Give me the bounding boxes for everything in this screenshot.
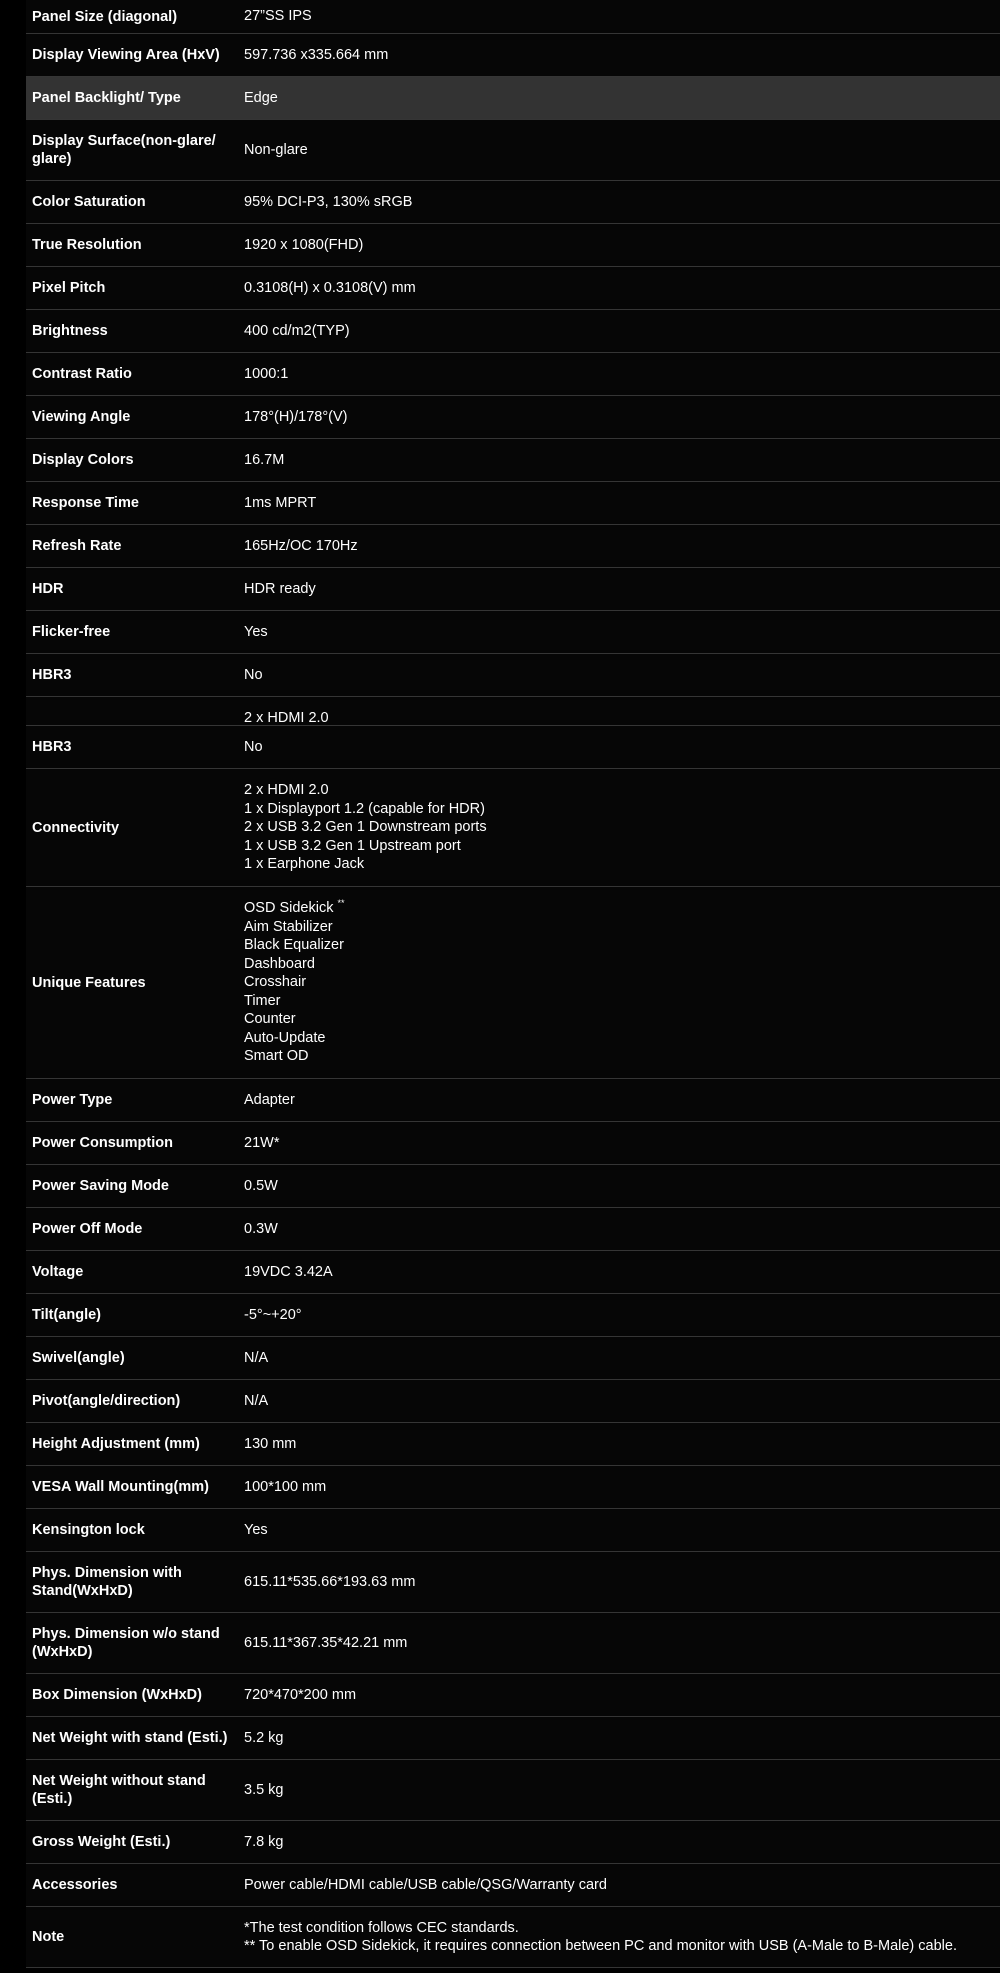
spec-label: Refresh Rate <box>32 538 122 554</box>
spec-row <box>26 1552 1000 1613</box>
spec-label: Connectivity <box>32 819 120 836</box>
spec-value-line <box>244 1134 1000 1153</box>
spec-value-text: 1 x Earphone Jack <box>244 856 365 873</box>
footnote-marker: ** <box>337 898 345 909</box>
spec-label: Phys. Dimension w/o stand (WxHxD) <box>32 1626 220 1660</box>
spec-value-line <box>244 818 1000 837</box>
spec-value <box>244 1509 1000 1551</box>
spec-value-text: 3.5 kg <box>244 1781 284 1798</box>
spec-value-text: Timer <box>244 992 281 1009</box>
spec-value-line <box>244 709 1000 726</box>
spec-row <box>26 611 1000 654</box>
spec-label: VESA Wall Mounting(mm) <box>32 1479 209 1495</box>
spec-label: True Resolution <box>32 237 142 253</box>
spec-value <box>244 353 1000 395</box>
spec-value <box>244 1864 1000 1906</box>
spec-value <box>244 1423 1000 1465</box>
spec-value-line <box>244 936 1000 955</box>
spec-row <box>26 1122 1000 1165</box>
spec-value-line <box>244 800 1000 819</box>
spec-row <box>26 1251 1000 1294</box>
spec-value-text: 1 x USB 3.2 Gen 1 Upstream port <box>244 837 461 854</box>
spec-value <box>244 1907 1000 1967</box>
spec-value-text: Yes <box>244 1521 268 1538</box>
spec-label: Unique Features <box>32 974 146 991</box>
spec-value <box>244 525 1000 567</box>
spec-row <box>26 1466 1000 1509</box>
spec-value-line <box>244 1937 1000 1956</box>
spec-value-text: 2 x HDMI 2.0 <box>244 710 329 726</box>
spec-value <box>244 439 1000 481</box>
spec-value <box>244 1208 1000 1250</box>
spec-value <box>244 1251 1000 1293</box>
spec-value <box>244 224 1000 266</box>
spec-value-line <box>244 1435 1000 1454</box>
spec-value-text: Crosshair <box>244 974 307 991</box>
spec-label: Swivel(angle) <box>32 1350 125 1366</box>
spec-value <box>244 887 1000 1078</box>
spec-value <box>244 396 1000 438</box>
spec-label: Tilt(angle) <box>32 1307 102 1323</box>
spec-value <box>244 310 1000 352</box>
spec-label: Pivot(angle/direction) <box>32 1393 181 1409</box>
spec-row <box>26 1208 1000 1251</box>
spec-value-line <box>244 1220 1000 1239</box>
spec-value-line <box>244 494 1000 513</box>
spec-value-line <box>244 408 1000 427</box>
spec-row <box>26 77 1000 120</box>
spec-row <box>26 1079 1000 1122</box>
spec-label: Power Saving Mode <box>32 1178 169 1194</box>
spec-value-line <box>244 738 1000 757</box>
spec-value-line <box>244 899 1000 918</box>
spec-value-text: 95% DCI-P3, 130% sRGB <box>244 193 413 210</box>
spec-value <box>244 181 1000 223</box>
spec-value-line <box>244 1919 1000 1938</box>
spec-row <box>26 267 1000 310</box>
spec-value-text: 130 mm <box>244 1435 297 1452</box>
spec-value-text: 1 x Displayport 1.2 (capable for HDR) <box>244 800 485 817</box>
spec-value <box>244 1165 1000 1207</box>
spec-label: Power Type <box>32 1092 113 1108</box>
spec-row <box>26 726 1000 769</box>
spec-value-text: HDR ready <box>244 580 316 597</box>
spec-value-line <box>244 451 1000 470</box>
spec-value-line <box>244 193 1000 212</box>
spec-value-text: 5.2 kg <box>244 1729 284 1746</box>
spec-value-text: 0.3W <box>244 1220 278 1237</box>
spec-row <box>26 1165 1000 1208</box>
spec-value <box>244 769 1000 886</box>
spec-value-text: Aim Stabilizer <box>244 918 333 935</box>
spec-value-text: 27”SS IPS <box>244 8 312 25</box>
spec-label: Display Viewing Area (HxV) <box>32 47 220 63</box>
spec-value-line <box>244 623 1000 642</box>
spec-row <box>26 1294 1000 1337</box>
spec-value-text: 597.736 x335.664 mm <box>244 46 389 63</box>
spec-row <box>26 1509 1000 1552</box>
spec-value <box>244 1294 1000 1336</box>
spec-row <box>26 1613 1000 1674</box>
spec-row <box>26 181 1000 224</box>
spec-row <box>26 1337 1000 1380</box>
spec-value-text: 400 cd/m2(TYP) <box>244 322 350 339</box>
spec-value-text: 19VDC 3.42A <box>244 1263 333 1280</box>
spec-value-line <box>244 1573 1000 1592</box>
spec-value-line <box>244 837 1000 856</box>
spec-row <box>26 1717 1000 1760</box>
spec-value-line <box>244 1349 1000 1368</box>
spec-value-line <box>244 666 1000 685</box>
spec-value <box>244 1613 1000 1673</box>
spec-value-text: No <box>244 666 263 683</box>
spec-value <box>244 77 1000 119</box>
spec-value <box>244 1552 1000 1612</box>
spec-row <box>26 654 1000 697</box>
spec-value-text: Edge <box>244 89 278 106</box>
spec-value-text: N/A <box>244 1392 269 1409</box>
spec-value-text: Counter <box>244 1011 296 1028</box>
spec-value-line <box>244 537 1000 556</box>
spec-value <box>244 1674 1000 1716</box>
spec-label: HDR <box>32 581 64 597</box>
spec-value-text: OSD Sidekick <box>244 900 334 917</box>
spec-label: Net Weight with stand (Esti.) <box>32 1730 228 1746</box>
spec-row <box>26 525 1000 568</box>
spec-value-text: 2 x HDMI 2.0 <box>244 782 329 799</box>
spec-row <box>26 1907 1000 1968</box>
spec-value-text: Black Equalizer <box>244 937 344 954</box>
spec-label: Gross Weight (Esti.) <box>32 1834 171 1850</box>
spec-value-line <box>244 279 1000 298</box>
spec-label: Pixel Pitch <box>32 280 106 296</box>
spec-value-text: 720*470*200 mm <box>244 1686 357 1703</box>
spec-row <box>26 887 1000 1079</box>
spec-label: Response Time <box>32 495 139 511</box>
spec-value-text: -5°~+20° <box>244 1306 302 1323</box>
spec-value-line <box>244 89 1000 108</box>
spec-value-line <box>244 1478 1000 1497</box>
spec-value-text: ** To enable OSD Sidekick, it requires connection between PC and monitor with USB (A-Male to B-Male) cable. <box>244 1938 957 1954</box>
spec-value-line <box>244 1634 1000 1653</box>
spec-label <box>26 697 244 725</box>
spec-value-text: Smart OD <box>244 1048 309 1065</box>
spec-row <box>26 34 1000 77</box>
spec-value-text: 178°(H)/178°(V) <box>244 408 348 425</box>
spec-value-line <box>244 1781 1000 1800</box>
spec-row <box>26 568 1000 611</box>
spec-label: Display Surface(non-glare/ glare) <box>32 133 216 167</box>
spec-value <box>244 1079 1000 1121</box>
spec-value-text: 615.11*367.35*42.21 mm <box>244 1634 408 1651</box>
spec-value-text: Yes <box>244 623 268 640</box>
spec-value-text: *The test condition follows CEC standards. <box>244 1919 519 1936</box>
spec-value <box>244 482 1000 524</box>
spec-label: HBR3 <box>32 739 72 755</box>
spec-row <box>26 224 1000 267</box>
spec-value-text: Adapter <box>244 1091 295 1108</box>
spec-value <box>244 1122 1000 1164</box>
spec-value-line <box>244 855 1000 874</box>
spec-value-text: 2 x USB 3.2 Gen 1 Downstream ports <box>244 819 487 836</box>
spec-value <box>244 267 1000 309</box>
spec-value-line <box>244 1392 1000 1411</box>
spec-row <box>26 1864 1000 1907</box>
spec-value <box>244 1380 1000 1422</box>
spec-label: Brightness <box>32 323 108 339</box>
spec-row <box>26 1674 1000 1717</box>
spec-value-line <box>244 7 1000 26</box>
spec-value-line <box>244 918 1000 937</box>
spec-row <box>26 697 1000 726</box>
spec-value <box>244 1760 1000 1820</box>
spec-label: Voltage <box>32 1264 84 1280</box>
spec-row <box>26 310 1000 353</box>
spec-row <box>26 120 1000 181</box>
spec-label: Power Off Mode <box>32 1221 143 1237</box>
spec-value-text: No <box>244 738 263 755</box>
spec-value-text: 0.3108(H) x 0.3108(V) mm <box>244 279 416 296</box>
spec-value-text: Non-glare <box>244 141 308 158</box>
spec-value <box>244 1821 1000 1863</box>
spec-value <box>244 1717 1000 1759</box>
spec-row <box>26 353 1000 396</box>
spec-value-line <box>244 46 1000 65</box>
spec-value-line <box>244 1091 1000 1110</box>
spec-value-line <box>244 1521 1000 1540</box>
spec-value <box>244 697 1000 725</box>
spec-value-text: Dashboard <box>244 955 315 972</box>
spec-row <box>26 482 1000 525</box>
spec-value-text: 615.11*535.66*193.63 mm <box>244 1573 416 1590</box>
spec-table <box>26 0 1000 1968</box>
spec-value-line <box>244 236 1000 255</box>
spec-label: Height Adjustment (mm) <box>32 1436 200 1452</box>
spec-row <box>26 1380 1000 1423</box>
spec-value-text: 1920 x 1080(FHD) <box>244 236 364 253</box>
spec-row <box>26 769 1000 887</box>
spec-value <box>244 568 1000 610</box>
spec-label: Panel Backlight/ Type <box>32 90 181 106</box>
spec-value-line <box>244 365 1000 384</box>
spec-value-text: Auto-Update <box>244 1029 326 1046</box>
spec-label: Contrast Ratio <box>32 366 132 382</box>
spec-label: Flicker-free <box>32 624 111 640</box>
spec-value-line <box>244 1029 1000 1048</box>
spec-value-line <box>244 1047 1000 1066</box>
spec-value <box>244 1337 1000 1379</box>
spec-label: Panel Size (diagonal) <box>32 8 178 25</box>
spec-value <box>244 654 1000 696</box>
spec-label: Box Dimension (WxHxD) <box>32 1687 202 1703</box>
spec-value-line <box>244 580 1000 599</box>
spec-row <box>26 1760 1000 1821</box>
spec-value-line <box>244 781 1000 800</box>
spec-label: Power Consumption <box>32 1135 173 1151</box>
spec-value <box>244 726 1000 768</box>
spec-label: Phys. Dimension with Stand(WxHxD) <box>32 1565 182 1599</box>
spec-value-line <box>244 1729 1000 1748</box>
spec-label: Accessories <box>32 1877 118 1893</box>
spec-value-text: N/A <box>244 1349 269 1366</box>
spec-value <box>244 1466 1000 1508</box>
spec-label: Kensington lock <box>32 1522 145 1538</box>
spec-label: Color Saturation <box>32 194 146 210</box>
spec-value-text: 21W* <box>244 1134 280 1151</box>
spec-value-text: 1ms MPRT <box>244 494 317 511</box>
spec-row <box>26 1423 1000 1466</box>
spec-label: Note <box>32 1929 65 1945</box>
spec-value-text: 0.5W <box>244 1177 278 1194</box>
spec-value-line <box>244 1876 1000 1895</box>
spec-value-text: 100*100 mm <box>244 1478 327 1495</box>
spec-label: Net Weight without stand (Esti.) <box>32 1773 206 1807</box>
spec-value-line <box>244 1306 1000 1325</box>
spec-row <box>26 439 1000 482</box>
spec-label: Viewing Angle <box>32 409 131 425</box>
spec-value <box>244 120 1000 180</box>
spec-value-line <box>244 1833 1000 1852</box>
spec-value-line <box>244 992 1000 1011</box>
spec-row <box>26 0 1000 34</box>
spec-value-line <box>244 322 1000 341</box>
spec-label: HBR3 <box>32 667 72 683</box>
spec-value-line <box>244 1263 1000 1282</box>
spec-value-text: 165Hz/OC 170Hz <box>244 537 358 554</box>
spec-value-line <box>244 141 1000 160</box>
spec-row <box>26 1821 1000 1864</box>
spec-value-text: 16.7M <box>244 451 285 468</box>
spec-value-line <box>244 1686 1000 1705</box>
spec-value-line <box>244 1177 1000 1196</box>
spec-value-text: 7.8 kg <box>244 1833 284 1850</box>
spec-value <box>244 34 1000 76</box>
spec-value-line <box>244 973 1000 992</box>
spec-value-text: Power cable/HDMI cable/USB cable/QSG/Warranty card <box>244 1876 607 1893</box>
spec-value <box>244 0 1000 33</box>
spec-row <box>26 396 1000 439</box>
spec-label: Display Colors <box>32 452 134 468</box>
spec-value-text: 1000:1 <box>244 365 289 382</box>
spec-value <box>244 611 1000 653</box>
spec-value-line <box>244 1010 1000 1029</box>
spec-value-line <box>244 955 1000 974</box>
